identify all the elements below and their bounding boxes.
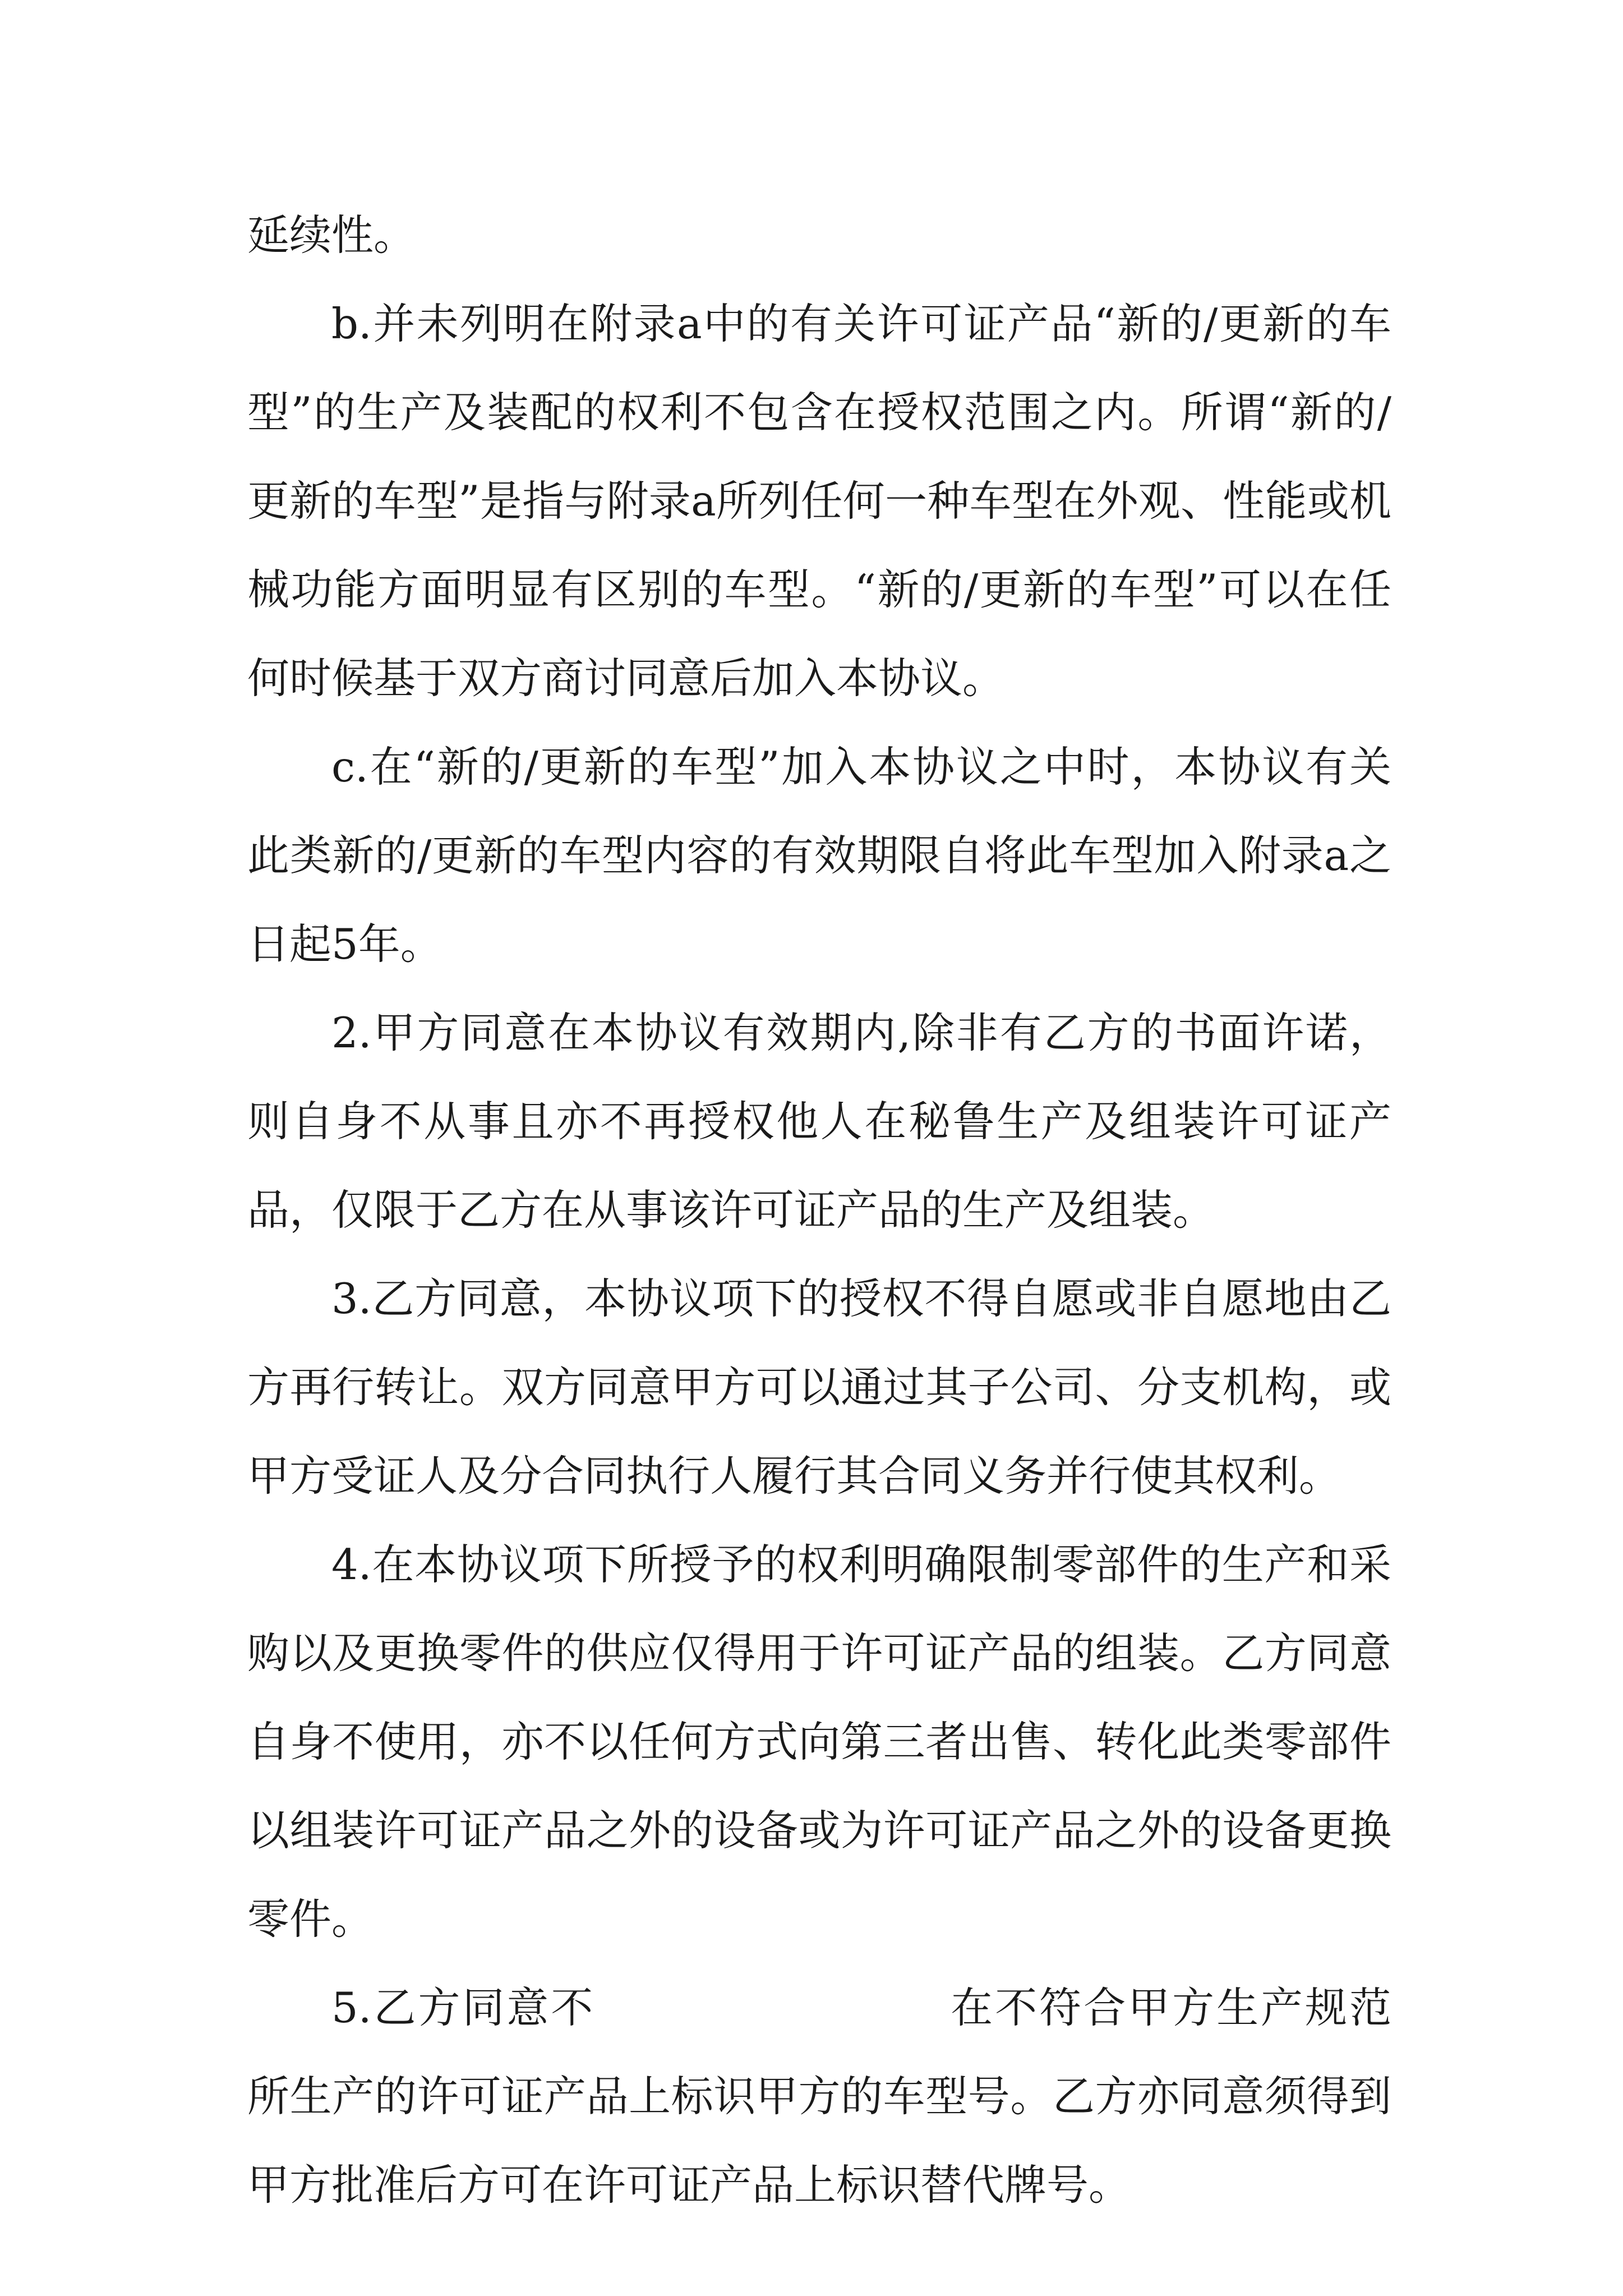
paragraph-c: c.在“新的/更新的车型”加入本协议之中时，本协议有关此类新的/更新的车型内容的有效期限自将此车型加入附录a之日起5年。 bbox=[247, 742, 1391, 969]
paragraph-3: 3.乙方同意，本协议项下的授权不得自愿或非自愿地由乙方再行转让。双方同意甲方可以通过其子公司、分支机构，或甲方受证人及分合同执行人履行其合同义务并行使其权利。 bbox=[247, 1274, 1391, 1501]
paragraph-5 bbox=[247, 1963, 1391, 2229]
paragraph-5-start: 5.乙方同意不 bbox=[331, 1983, 596, 2032]
paragraph-5-end: 在不符合甲方生产规范所生产的许可证产品上标识甲方的车型号。乙方亦同意须得到甲方批准后方可在许可证产品上标识替代牌号。 bbox=[247, 1983, 1391, 2210]
paragraph-2: 2.甲方同意在本协议有效期内,除非有乙方的书面许诺，则自身不从事且亦不再授权他人在秘鲁生产及组装许可证产品，仅限于乙方在从事该许可证产品的生产及组装。 bbox=[247, 1008, 1391, 1235]
paragraph-4: 4.在本协议项下所授予的权利明确限制零部件的生产和采购以及更换零件的供应仅得用于许可证产品的组装。乙方同意自身不使用，亦不以任何方式向第三者出售、转化此类零部件以组装许可证产品之外的设备或为许可证产品之外的设备更换零件。 bbox=[247, 1540, 1391, 1944]
paragraph-continuation: 延续性。 bbox=[247, 210, 416, 260]
paragraph-b: b.并未列明在附录a中的有关许可证产品“新的/更新的车型”的生产及装配的权利不包含在授权范围之内。所谓“新的/更新的车型”是指与附录a所列任何一种车型在外观、性能或机械功能方面明显有区别的车型。“新的/更新的车型”可以在任何时候基于双方商讨同意后加入本协议。 bbox=[247, 299, 1391, 703]
document-body bbox=[247, 191, 1391, 2229]
